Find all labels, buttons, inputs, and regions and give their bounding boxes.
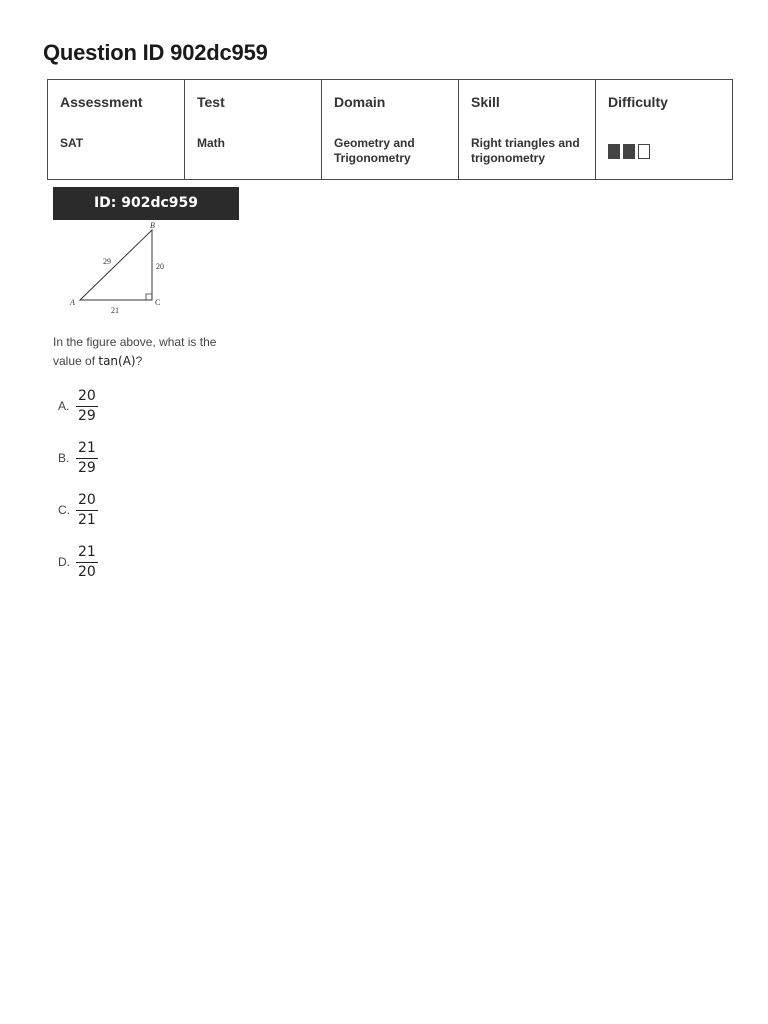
fraction-numerator: 21 [76,440,98,459]
answer-choices [58,380,98,588]
assessment-value: SAT [60,136,84,150]
page-title: Question ID 902dc959 [43,40,268,65]
question-meta-table [47,79,733,180]
meta-cell-domain [322,80,459,180]
vertex-label-a: A [70,298,75,307]
choice-letter: D. [58,555,70,569]
side-label-ab: 29 [103,257,111,266]
question-prompt [53,333,243,371]
fraction-denominator: 29 [78,407,96,424]
difficulty-bar-filled [608,144,620,159]
choice-c[interactable] [58,484,98,536]
meta-cell-skill [459,80,596,180]
triangle-shape [80,230,152,300]
prompt-line1: In the figure above, what is the [53,335,217,349]
meta-cell-test [185,80,322,180]
domain-value: Geometry and Trigonometry [334,136,415,165]
skill-value: Right triangles and trigonometry [471,136,580,165]
skill-header: Skill [471,94,500,110]
side-label-ac: 21 [111,306,119,315]
choice-letter: C. [58,503,70,517]
difficulty-header: Difficulty [608,94,668,110]
side-label-bc: 20 [156,262,164,271]
question-id-banner: ID: 902dc959 [53,187,239,220]
choice-letter: B. [58,451,70,465]
meta-cell-difficulty [596,80,733,180]
fraction-denominator: 20 [78,563,96,580]
difficulty-bar-filled [623,144,635,159]
choice-fraction [76,388,98,425]
right-angle-marker [146,294,152,300]
choice-d[interactable] [58,536,98,588]
fraction-numerator: 20 [76,388,98,407]
test-value: Math [197,136,225,150]
meta-cell-assessment [48,80,185,180]
difficulty-bar-empty [638,144,650,159]
assessment-header: Assessment [60,94,143,110]
choice-fraction [76,440,98,477]
fraction-denominator: 29 [78,459,96,476]
prompt-math: tan(A) [98,354,136,368]
vertex-label-b: B [150,221,155,230]
fraction-numerator: 21 [76,544,98,563]
meta-row [48,80,733,180]
fraction-denominator: 21 [78,511,96,528]
domain-header: Domain [334,94,386,110]
prompt-line2: value of [53,354,96,368]
choice-letter: A. [58,399,70,413]
choice-a[interactable] [58,380,98,432]
fraction-numerator: 20 [76,492,98,511]
test-header: Test [197,94,225,110]
difficulty-indicator [608,144,650,159]
choice-fraction [76,492,98,529]
right-triangle-figure [64,220,174,318]
vertex-label-c: C [155,298,161,307]
choice-b[interactable] [58,432,98,484]
prompt-end: ? [135,354,143,368]
choice-fraction [76,544,98,581]
